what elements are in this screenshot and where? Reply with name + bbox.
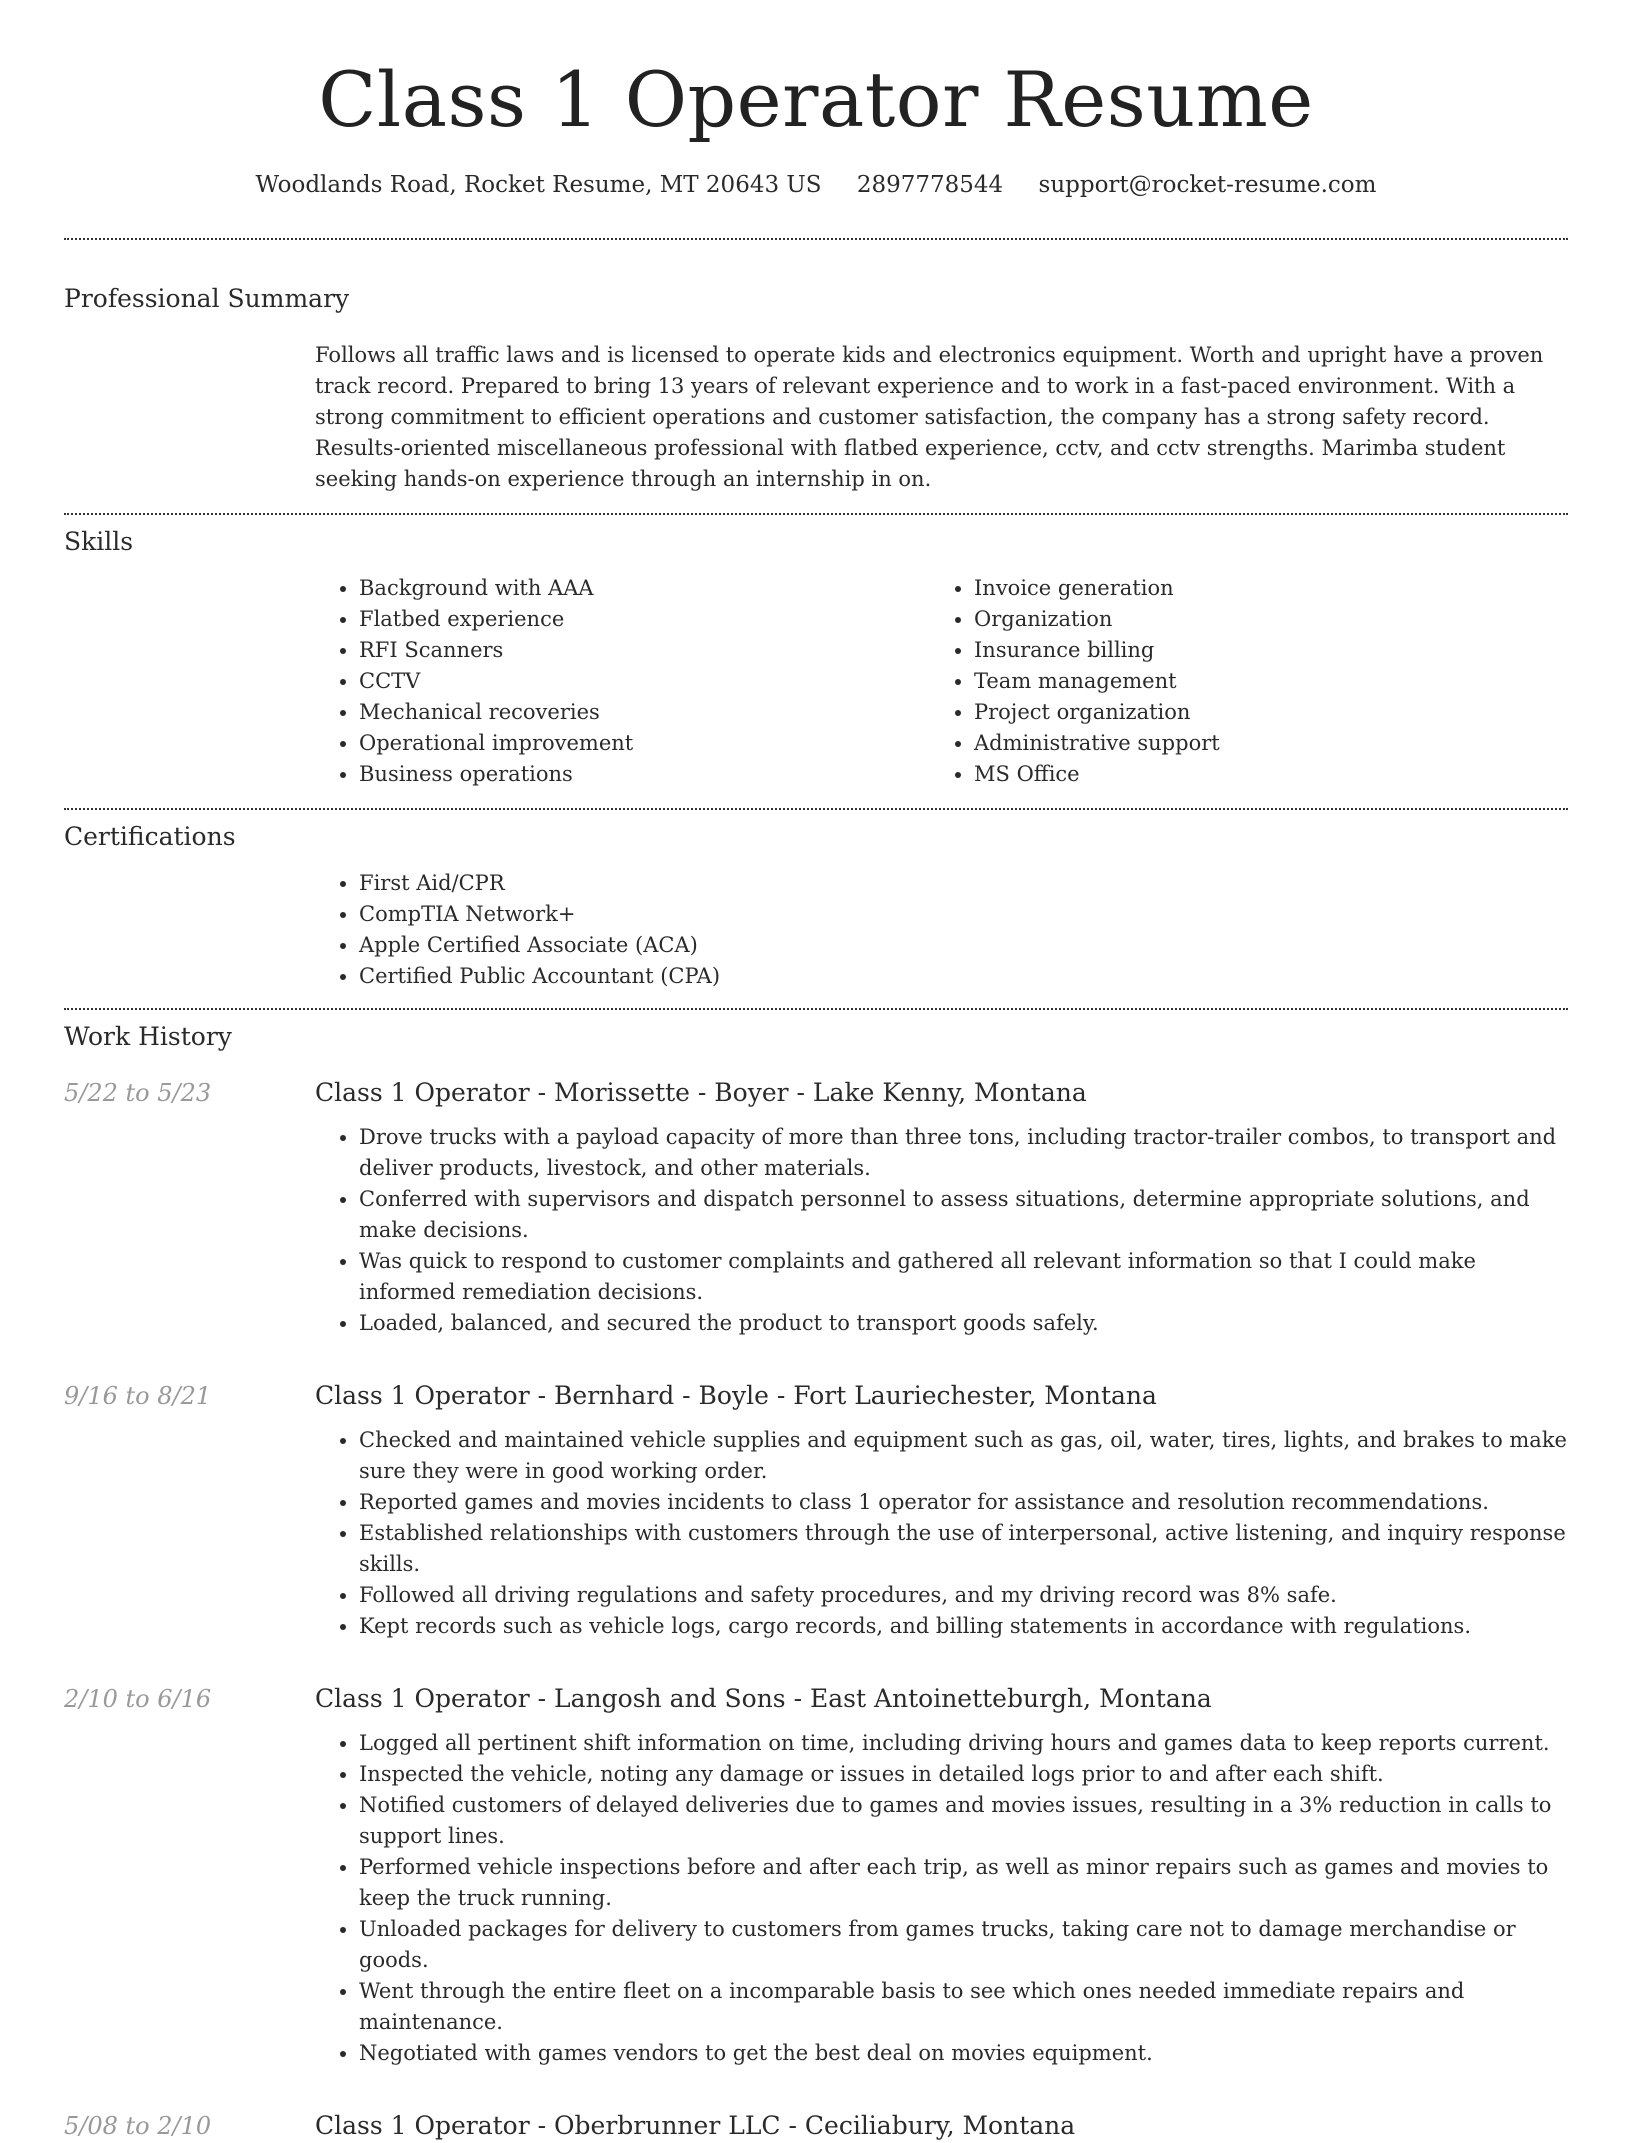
job-title: Class 1 Operator - Bernhard - Boyle - Fort Lauriechester, Montana <box>315 1381 1157 1410</box>
job-duty-item: • Loaded, balanced, and secured the product to transport goods safely. <box>359 1308 1568 1339</box>
skill-item: • Invoice generation <box>974 573 1545 604</box>
job-duty-item: • Inspected the vehicle, noting any damage or issues in detailed logs prior to and after each shift. <box>359 1759 1568 1790</box>
skills-list-right <box>930 573 1545 790</box>
skill-item: • Operational improvement <box>359 728 930 759</box>
skill-item: • Background with AAA <box>359 573 930 604</box>
summary-text: Follows all traffic laws and is licensed to operate kids and electronics equipment. Worth and upright have a proven track record. Prepared to bring 13 years of relevant experience and to work in a fast-paced environment. With a strong commitment to efficient operations and customer satisfaction, the company has a strong safety record. Results-oriented miscellaneous professional with flatbed experience, cctv, and cctv strengths. Marimba student seeking hands-on experience through an internship in on. <box>315 343 1544 491</box>
contact-phone: 2897778544 <box>856 172 1004 198</box>
resume-page <box>64 0 1568 2140</box>
job-date: 9/16 to 8/21 <box>64 1382 212 1410</box>
job-duty-item: • Was quick to respond to customer complaints and gathered all relevant information so that I could make informed remediation decisions. <box>359 1246 1568 1308</box>
skill-item: • Insurance billing <box>974 635 1545 666</box>
job-duties <box>315 1425 1568 1642</box>
job-title: Class 1 Operator - Langosh and Sons - East Antoinetteburgh, Montana <box>315 1684 1212 1713</box>
job-duty-item: • Notified customers of delayed deliveries due to games and movies issues, resulting in a 3% reduction in calls to support lines. <box>359 1790 1568 1852</box>
job-duty-item: • Performed vehicle inspections before and after each trip, as well as minor repairs such as games and movies to keep the truck running. <box>359 1852 1568 1914</box>
skill-item: • RFI Scanners <box>359 635 930 666</box>
contact-info <box>64 168 1568 202</box>
job-duty-item: • Reported games and movies incidents to class 1 operator for assistance and resolution recommendations. <box>359 1487 1568 1518</box>
job-duty-item: • Logged all pertinent shift information on time, including driving hours and games data to keep reports current. <box>359 1728 1568 1759</box>
skill-item: • Mechanical recoveries <box>359 697 930 728</box>
resume-title: Class 1 Operator Resume <box>318 55 1314 144</box>
skill-item: • CCTV <box>359 666 930 697</box>
contact-email[interactable]: support@rocket-resume.com <box>1038 172 1377 198</box>
skill-item: • Team management <box>974 666 1545 697</box>
certifications-section <box>64 810 1568 1008</box>
job-duty-item: • Checked and maintained vehicle supplies and equipment such as gas, oil, water, tires, lights, and brakes to make sure they were in good working order. <box>359 1425 1568 1487</box>
job-duty-item: • Drove trucks with a payload capacity of more than three tons, including tractor-trailer combos, to transport and deliver products, livestock, and other materials. <box>359 1122 1568 1184</box>
contact-address: Woodlands Road, Rocket Resume, MT 20643 US <box>255 172 822 198</box>
job-duties <box>315 1122 1568 1339</box>
certification-item: • Apple Certified Associate (ACA) <box>359 930 1568 961</box>
job-duty-item: • Went through the entire fleet on a incomparable basis to see which ones needed immediate repairs and maintenance. <box>359 1976 1568 2038</box>
job-duty-item: • Conferred with supervisors and dispatch personnel to assess situations, determine appropriate solutions, and make decisions. <box>359 1184 1568 1246</box>
certification-item: • Certified Public Accountant (CPA) <box>359 961 1568 992</box>
job-duty-item: • Kept records such as vehicle logs, cargo records, and billing statements in accordance with regulations. <box>359 1611 1568 1642</box>
skills-list-left <box>315 573 930 790</box>
job-entry <box>64 1379 1568 1662</box>
job-title: Class 1 Operator - Morissette - Boyer - Lake Kenny, Montana <box>315 1078 1087 1107</box>
job-duty-item: • Followed all driving regulations and safety procedures, and my driving record was 8% safe. <box>359 1580 1568 1611</box>
job-duties <box>315 1728 1568 2069</box>
skills-section <box>64 515 1568 808</box>
skill-item: • Business operations <box>359 759 930 790</box>
skill-item: • Flatbed experience <box>359 604 930 635</box>
certifications-heading: Certifications <box>64 822 236 851</box>
job-date: 5/08 to 2/10 <box>64 2112 212 2140</box>
job-duty-item: • Negotiated with games vendors to get the best deal on movies equipment. <box>359 2038 1568 2069</box>
job-title: Class 1 Operator - Oberbrunner LLC - Ceciliabury, Montana <box>315 2111 1076 2140</box>
job-entry <box>64 1682 1568 2089</box>
skill-item: • Administrative support <box>974 728 1545 759</box>
work-history-heading: Work History <box>64 1022 232 1051</box>
job-duty-item: • Established relationships with customers through the use of interpersonal, active listening, and inquiry response skills. <box>359 1518 1568 1580</box>
certification-item: • CompTIA Network+ <box>359 899 1568 930</box>
certifications-list <box>315 868 1568 992</box>
skill-item: • MS Office <box>974 759 1545 790</box>
summary-section <box>64 240 1568 513</box>
skill-item: • Project organization <box>974 697 1545 728</box>
job-entry <box>64 2109 1568 2143</box>
job-date: 2/10 to 6/16 <box>64 1685 212 1713</box>
job-entry <box>64 1076 1568 1359</box>
work-history-section <box>64 1010 1568 2143</box>
summary-heading: Professional Summary <box>64 284 350 313</box>
skills-heading: Skills <box>64 527 134 556</box>
job-duty-item: • Unloaded packages for delivery to customers from games trucks, taking care not to damage merchandise or goods. <box>359 1914 1568 1976</box>
job-date: 5/22 to 5/23 <box>64 1079 212 1107</box>
certification-item: • First Aid/CPR <box>359 868 1568 899</box>
skill-item: • Organization <box>974 604 1545 635</box>
